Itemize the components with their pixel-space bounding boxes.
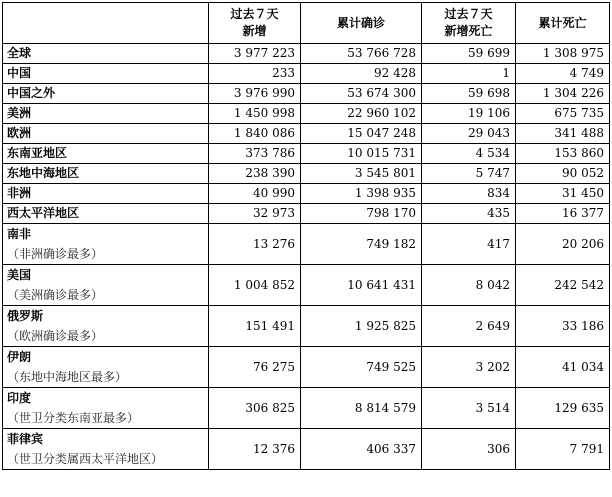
region-cell xyxy=(3,164,209,184)
region-note: （世卫分类属西太平洋地区） xyxy=(7,452,164,466)
region-cell xyxy=(3,429,209,470)
total-confirmed-cell: 15 047 248 xyxy=(301,124,422,144)
region-name: 全球 xyxy=(7,46,32,60)
total-confirmed-cell: 1 398 935 xyxy=(301,184,422,204)
total-confirmed-cell: 10 641 431 xyxy=(301,265,422,306)
region-cell xyxy=(3,204,209,224)
total-deaths-cell: 16 377 xyxy=(516,204,610,224)
region-name: 东南亚地区 xyxy=(7,146,68,160)
total-confirmed-cell: 3 545 801 xyxy=(301,164,422,184)
total-confirmed-cell: 1 925 825 xyxy=(301,306,422,347)
region-cell xyxy=(3,144,209,164)
new-7-days-cell: 1 840 086 xyxy=(209,124,301,144)
total-deaths-cell: 41 034 xyxy=(516,347,610,388)
region-name: 美洲 xyxy=(7,106,32,120)
table-row xyxy=(3,104,610,124)
header-new-7-days-line1: 过去７天 xyxy=(230,7,279,21)
region-note: （欧洲确诊最多） xyxy=(7,329,104,343)
region-name: 非洲 xyxy=(7,186,32,200)
region-cell xyxy=(3,64,209,84)
region-note: （东地中海地区最多） xyxy=(7,370,128,384)
new-deaths-7-days-cell: 306 xyxy=(422,429,516,470)
total-confirmed-cell: 53 766 728 xyxy=(301,44,422,64)
table-row xyxy=(3,144,610,164)
covid-statistics-table xyxy=(2,2,610,470)
total-deaths-cell: 153 860 xyxy=(516,144,610,164)
region-name: 欧洲 xyxy=(7,126,32,140)
total-deaths-cell: 33 186 xyxy=(516,306,610,347)
region-cell xyxy=(3,124,209,144)
header-total-deaths: 累计死亡 xyxy=(516,3,610,44)
new-deaths-7-days-cell: 2 649 xyxy=(422,306,516,347)
new-deaths-7-days-cell: 29 043 xyxy=(422,124,516,144)
region-name: 伊朗 xyxy=(7,350,32,364)
new-7-days-cell: 76 275 xyxy=(209,347,301,388)
total-deaths-cell: 31 450 xyxy=(516,184,610,204)
region-note: （世卫分类东南亚最多） xyxy=(7,411,140,425)
new-deaths-7-days-cell: 59 699 xyxy=(422,44,516,64)
new-deaths-7-days-cell: 59 698 xyxy=(422,84,516,104)
new-7-days-cell: 1 004 852 xyxy=(209,265,301,306)
region-name: 美国 xyxy=(7,268,32,282)
region-cell xyxy=(3,347,209,388)
table-row xyxy=(3,388,610,429)
new-7-days-cell: 373 786 xyxy=(209,144,301,164)
region-cell xyxy=(3,44,209,64)
header-new-7-days-line2: 新增 xyxy=(242,24,267,38)
total-deaths-cell: 90 052 xyxy=(516,164,610,184)
table-row xyxy=(3,84,610,104)
new-deaths-7-days-cell: 435 xyxy=(422,204,516,224)
header-new-deaths-line2: 新增死亡 xyxy=(444,24,493,38)
new-7-days-cell: 306 825 xyxy=(209,388,301,429)
new-7-days-cell: 40 990 xyxy=(209,184,301,204)
new-7-days-cell: 1 450 998 xyxy=(209,104,301,124)
table-row xyxy=(3,429,610,470)
region-cell xyxy=(3,388,209,429)
region-name: 印度 xyxy=(7,391,32,405)
total-confirmed-cell: 749 525 xyxy=(301,347,422,388)
total-confirmed-cell: 92 428 xyxy=(301,64,422,84)
total-deaths-cell: 7 791 xyxy=(516,429,610,470)
total-deaths-cell: 20 206 xyxy=(516,224,610,265)
region-cell xyxy=(3,84,209,104)
region-cell xyxy=(3,104,209,124)
total-deaths-cell: 1 308 975 xyxy=(516,44,610,64)
header-row xyxy=(3,3,610,44)
header-total-confirmed: 累计确诊 xyxy=(301,3,422,44)
total-confirmed-cell: 406 337 xyxy=(301,429,422,470)
total-confirmed-cell: 749 182 xyxy=(301,224,422,265)
region-name: 中国之外 xyxy=(7,86,56,100)
region-cell xyxy=(3,184,209,204)
total-deaths-cell: 4 749 xyxy=(516,64,610,84)
header-new-deaths-line1: 过去７天 xyxy=(444,7,493,21)
new-deaths-7-days-cell: 5 747 xyxy=(422,164,516,184)
region-cell xyxy=(3,306,209,347)
region-note: （非洲确诊最多） xyxy=(7,247,104,261)
new-7-days-cell: 13 276 xyxy=(209,224,301,265)
table-body xyxy=(3,44,610,470)
table-row xyxy=(3,164,610,184)
region-name: 俄罗斯 xyxy=(7,309,44,323)
region-name: 南非 xyxy=(7,227,32,241)
total-deaths-cell: 129 635 xyxy=(516,388,610,429)
total-confirmed-cell: 8 814 579 xyxy=(301,388,422,429)
total-confirmed-cell: 53 674 300 xyxy=(301,84,422,104)
total-confirmed-cell: 798 170 xyxy=(301,204,422,224)
new-deaths-7-days-cell: 3 514 xyxy=(422,388,516,429)
table-row xyxy=(3,224,610,265)
total-deaths-cell: 675 735 xyxy=(516,104,610,124)
region-cell xyxy=(3,224,209,265)
table-row xyxy=(3,347,610,388)
new-deaths-7-days-cell: 8 042 xyxy=(422,265,516,306)
region-cell xyxy=(3,265,209,306)
new-7-days-cell: 32 973 xyxy=(209,204,301,224)
total-deaths-cell: 341 488 xyxy=(516,124,610,144)
total-confirmed-cell: 10 015 731 xyxy=(301,144,422,164)
table-row xyxy=(3,306,610,347)
new-deaths-7-days-cell: 4 534 xyxy=(422,144,516,164)
header-region xyxy=(3,3,209,44)
new-7-days-cell: 151 491 xyxy=(209,306,301,347)
table-row xyxy=(3,204,610,224)
total-deaths-cell: 1 304 226 xyxy=(516,84,610,104)
new-deaths-7-days-cell: 19 106 xyxy=(422,104,516,124)
new-7-days-cell: 3 977 223 xyxy=(209,44,301,64)
region-name: 中国 xyxy=(7,66,32,80)
new-deaths-7-days-cell: 417 xyxy=(422,224,516,265)
table-row xyxy=(3,124,610,144)
new-deaths-7-days-cell: 1 xyxy=(422,64,516,84)
new-deaths-7-days-cell: 834 xyxy=(422,184,516,204)
new-7-days-cell: 238 390 xyxy=(209,164,301,184)
region-name: 西太平洋地区 xyxy=(7,206,80,220)
new-7-days-cell: 12 376 xyxy=(209,429,301,470)
header-new-7-days xyxy=(209,3,301,44)
header-new-deaths-7-days xyxy=(422,3,516,44)
table-row xyxy=(3,64,610,84)
region-note: （美洲确诊最多） xyxy=(7,288,104,302)
region-name: 东地中海地区 xyxy=(7,166,80,180)
table-row xyxy=(3,184,610,204)
table-row xyxy=(3,44,610,64)
table-row xyxy=(3,265,610,306)
total-confirmed-cell: 22 960 102 xyxy=(301,104,422,124)
total-deaths-cell: 242 542 xyxy=(516,265,610,306)
region-name: 菲律宾 xyxy=(7,432,44,446)
new-7-days-cell: 233 xyxy=(209,64,301,84)
new-7-days-cell: 3 976 990 xyxy=(209,84,301,104)
new-deaths-7-days-cell: 3 202 xyxy=(422,347,516,388)
